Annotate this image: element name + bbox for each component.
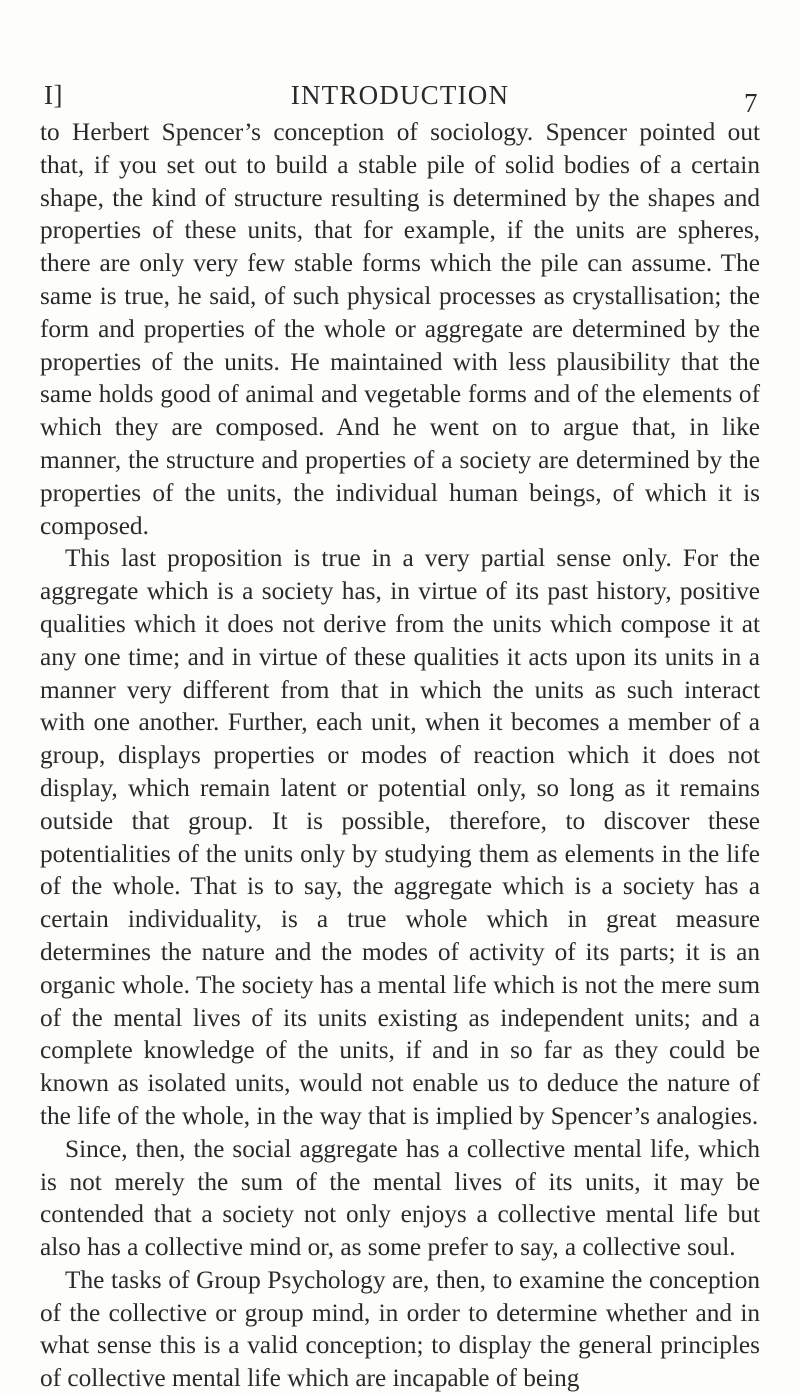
- running-title: INTRODUCTION: [290, 80, 510, 110]
- page-number: 7: [744, 88, 758, 118]
- paragraph-1: to Herbert Spencer’s conception of sociology. Spencer pointed out that, if you set out to build a stable pile of solid bodies of a certain shape, the kind of structure resulting is determined by the shapes and properties of these units, that for example, if the units are spheres, there are only very few stable forms which the pile can assume. The same is true, he said, of such physical processes as crystallisation; the form and properties of the whole or aggregate are determined by the properties of the units. He maintained with less plausibility that the same holds good of animal and vegetable forms and of the elements of which they are composed. And he went on to argue that, in like manner, the structure and properties of a society are determined by the properties of the units, the individual human beings, of which it is composed.: [40, 118, 760, 540]
- chapter-number: I]: [44, 80, 63, 110]
- body-text: [40, 116, 760, 1395]
- paragraph-4: The tasks of Group Psychology are, then, to examine the conception of the collective or group mind, in order to determine whether and in what sense this is a valid conception; to display the general principles of collective mental life which are incapable of being: [40, 1265, 760, 1393]
- paragraph-3: Since, then, the social aggregate has a collective mental life, which is not merely the sum of the mental lives of its units, it may be contended that a society not only enjoys a collective mental life but also has a collective mind or, as some prefer to say, a collective soul.: [40, 1134, 760, 1262]
- running-header: [40, 74, 760, 118]
- paragraph-2: This last proposition is true in a very partial sense only. For the aggregate which is a society has, in virtue of its past history, positive qualities which it does not derive from the units which compose it at any one time; and in virtue of these qualities it acts upon its units in a manner very different from that in which the units as such interact with one another. Further, each unit, when it becomes a member of a group, displays properties or modes of reaction which it does not display, which remain latent or potential only, so long as it remains outside that group. It is possible, therefore, to discover these potentialities of the units only by studying them as elements in the life of the whole. That is to say, the aggregate which is a society has a certain individuality, is a true whole which in great measure determines the nature and the modes of activity of its parts; it is an organic whole. The society has a mental life which is not the mere sum of the mental lives of its units existing as independent units; and a complete knowledge of the units, if and in so far as they could be known as isolated units, would not enable us to deduce the nature of the life of the whole, in the way that is implied by Spencer’s analogies.: [40, 544, 760, 1130]
- book-page: [40, 74, 760, 1395]
